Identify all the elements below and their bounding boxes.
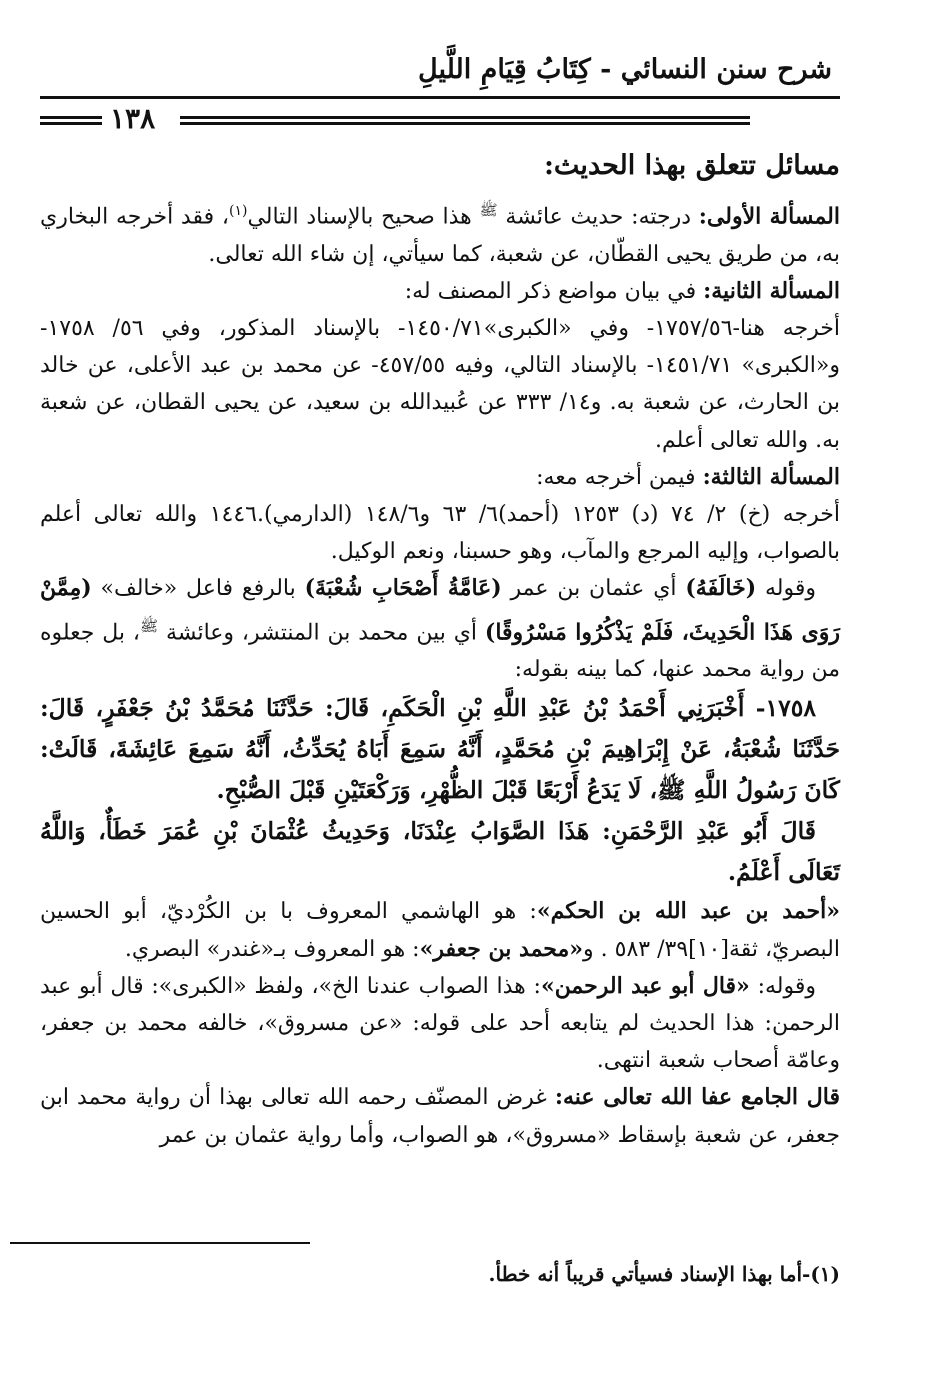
page-number: ١٣٨ xyxy=(102,102,163,135)
issue-three-paragraph xyxy=(40,459,840,496)
running-title: شرح سنن النسائي - كِتَابُ قِيَامِ اللَّيلِ xyxy=(418,54,832,85)
issue-one-paragraph xyxy=(40,192,840,273)
hadith-author-remark: قَالَ أَبُو عَبْدِ الرَّحْمَنِ: هَذَا الصَّوَابُ عِنْدَنَا، وَحَدِيثُ عُثْمَانَ بْنِ عُمَرَ خَطَأٌ، وَاللَّهُ تَعَالَى أَعْلَمُ. xyxy=(40,817,840,887)
footnote-separator xyxy=(10,1242,310,1244)
header-rule xyxy=(40,96,840,99)
paragraph-text: أخرجه (خ) ٢/ ٧٤ (د) ١٢٥٣ (أحمد)٦/ ٦٣ و١٤٨/٦ (الدارمي).١٤٤٦ والله تعالى أعلم بالصواب، وإليه المرجع والمآب، وهو حسبنا، ونعم الوكيل. xyxy=(40,501,840,565)
paragraph-text: ، فقد أخرجه البخاري به، من طريق يحيى القطّان، عن شعبة، كما سيأتي، إن شاء الله تعالى. xyxy=(40,204,840,267)
compiler-label: قال الجامع عفا الله تعالى عنه: xyxy=(554,1084,840,1111)
issue-label: المسألة الأولى: xyxy=(698,203,840,230)
section-heading: مسائل تتعلق بهذا الحديث: xyxy=(543,150,840,181)
paragraph-text: غرض المصنّف رحمه الله تعالى بهذا أن رواية محمد ابن جعفر، عن شعبة بإسقاط «مسروق»، هو الصواب، وأما رواية عثمان بن عمر xyxy=(40,1085,840,1148)
paragraph-text: أي عثمان بن عمر xyxy=(510,576,677,602)
quoted-term: (خَالَفَهُ) xyxy=(685,575,757,602)
takhrij-paragraph xyxy=(40,496,840,570)
page-number-row xyxy=(40,102,840,146)
honorific-symbol: ﷺ xyxy=(479,201,498,219)
paragraph-text: فيمن أخرجه معه: xyxy=(536,464,696,490)
narrator-name: «أحمد بن عبد الله بن الحكم» xyxy=(536,898,841,925)
paragraph-text: ، بل جعلوه من رواية محمد عنها، كما بينه بقوله: xyxy=(40,619,840,683)
page-body xyxy=(40,50,840,1154)
compiler-paragraph xyxy=(40,1079,840,1153)
commentary-paragraph xyxy=(40,570,840,688)
honorific-symbol: ﷺ xyxy=(140,616,159,635)
double-rule-short xyxy=(40,116,102,125)
double-rule xyxy=(180,116,750,125)
issue-two-paragraph xyxy=(40,273,840,310)
paragraph-text: : هو الهاشمي المعروف با بن الكُرْديّ، أبو الحسين البصريّ، ثقة[١٠]٣٩/ ٥٨٣ . و xyxy=(40,899,840,962)
running-header xyxy=(40,50,840,102)
issue-label: المسألة الثانية: xyxy=(703,277,840,304)
paragraph-text: هذا صحيح بالإسناد التالي xyxy=(247,204,472,230)
quoted-term: (مِمَّنْ رَوَى هَذَا الْحَدِيثَ، فَلَمْ يَذْكُرُوا مَسْرُوقًا) xyxy=(40,575,840,645)
quoted-term: (عَامَّةُ أَصْحَابِ شُعْبَةَ) xyxy=(304,575,502,602)
footnote-reference[interactable]: (١) xyxy=(228,203,248,219)
quote-paragraph xyxy=(40,968,840,1080)
paragraph-text: بالرفع فاعل «خالف» xyxy=(100,576,296,602)
narrator-paragraph xyxy=(40,893,840,967)
paragraph-text: أخرجه هنا-١٧٥٧/٥٦- وفي «الكبرى»١٤٥٠/٧١- بالإسناد المذكور، وفي ٥٦/ ١٧٥٨- و«الكبرى» ١٤٥١/٧١- بالإسناد التالي، وفيه ٤٥٧/٥٥- عن محمد بن عبد الأعلى، عن خالد بن الحارث، عن شعبة به. و١٤/ ٣٣٣ عن عُبيدالله بن سعيد، عن يحيى القطان، عن شعبة به. والله تعالى أعلم. xyxy=(40,315,841,453)
paragraph-text: وقوله: xyxy=(757,973,816,999)
hadith-text: ١٧٥٨- أَخْبَرَنِي أَحْمَدُ بْنُ عَبْدِ اللَّهِ بْنِ الْحَكَمِ، قَالَ: حَدَّثَنَا مُحَمَّدُ بْنُ جَعْفَرٍ، قَالَ: حَدَّثَنَا شُعْبَةُ، عَنْ إِبْرَاهِيمَ بْنِ مُحَمَّدٍ، أَنَّهُ سَمِعَ أَبَاهُ يُحَدِّثُ، أَنَّهُ سَمِعَ عَائِشَةَ، قَالَتْ: كَانَ رَسُولُ اللَّهِ ﷺ، لَا يَدَعُ أَرْبَعًا قَبْلَ الظُّهْرِ، وَرَكْعَتَيْنِ قَبْلَ الصُّبْحِ. xyxy=(40,694,840,805)
narrator-name: «محمد بن جعفر» xyxy=(419,935,584,962)
footnote: (١)-أما بهذا الإسناد فسيأتي قريباً أنه خطأ. xyxy=(488,1262,840,1286)
sources-paragraph xyxy=(40,310,840,459)
paragraph-text: في بيان مواضع ذكر المصنف له: xyxy=(404,278,697,304)
paragraph-text: درجته: حديث عائشة xyxy=(505,204,692,230)
paragraph-text: : هو المعروف بـ«غندر» البصري. xyxy=(124,936,420,962)
paragraph-text: وقوله xyxy=(764,576,816,602)
paragraph-text: أي بين محمد بن المنتشر، وعائشة xyxy=(166,619,478,645)
quoted-term: «قال أبو عبد الرحمن» xyxy=(540,972,750,999)
issue-label: المسألة الثالثة: xyxy=(702,463,840,490)
paragraph-text: : هذا الصواب عندنا الخ»، ولفظ «الكبرى»: قال أبو عبد الرحمن: هذا الحديث لم يتابعه أحد على قوله: «عن مسروق»، خالفه محمد بن جعفر، وعامّة أصحاب شعبة انتهى. xyxy=(40,973,840,1074)
